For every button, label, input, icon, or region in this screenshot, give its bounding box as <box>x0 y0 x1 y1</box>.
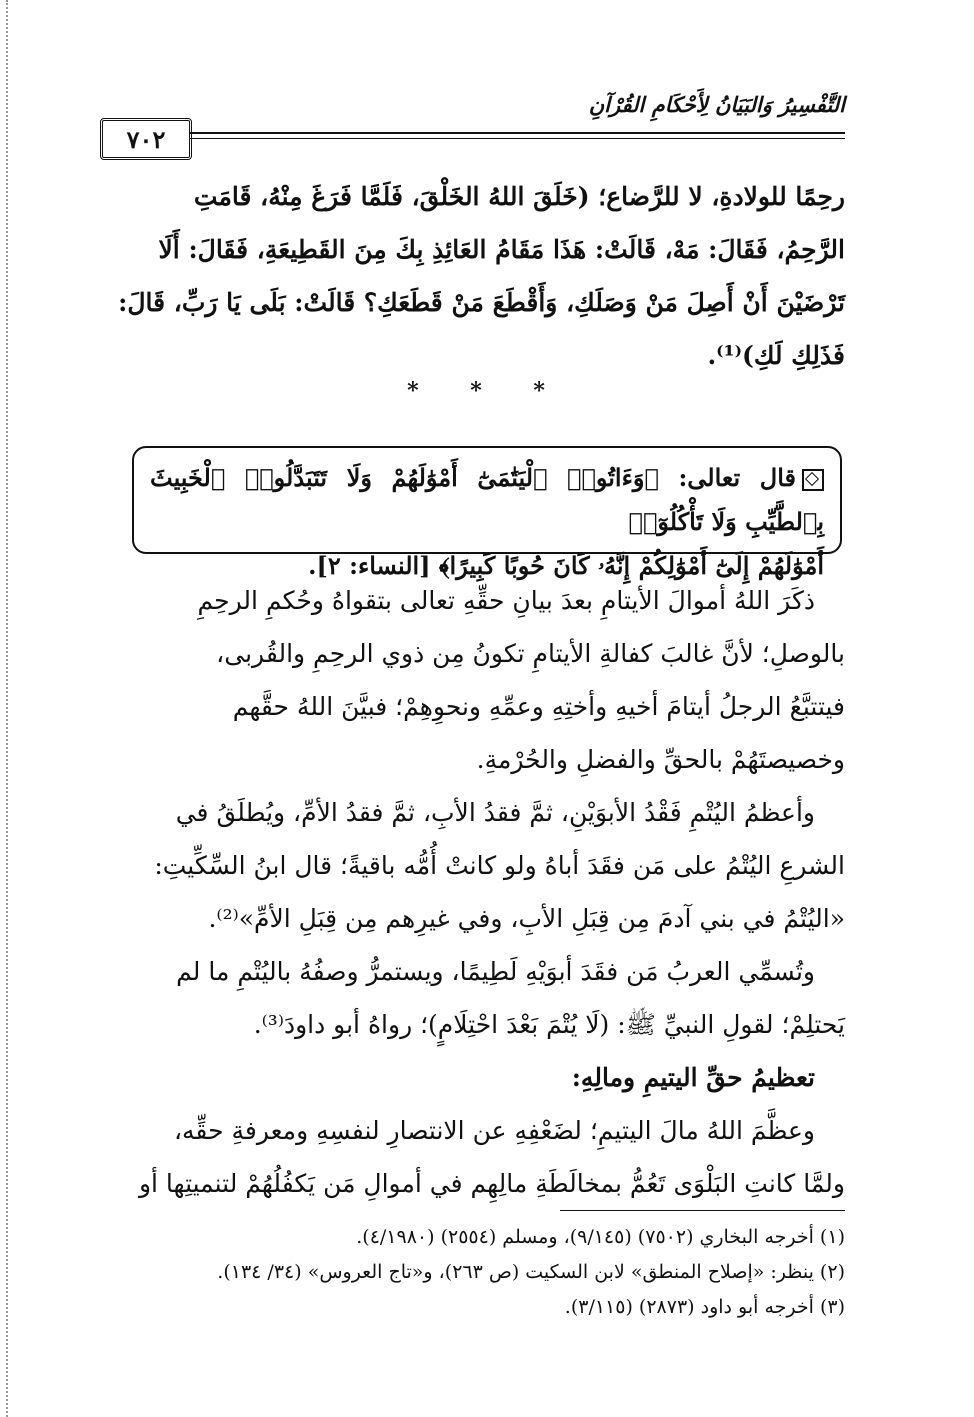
verse-line-2: أَمْوَٰلَهُمْ إِلَىٰٓ أَمْوَٰلِكُمْ إِنَّهُۥ كَانَ حُوبًا كَبِيرًا﴾ [النساء: ٢]. <box>308 551 824 580</box>
body-text <box>100 574 845 1210</box>
text-line: «اليُتْمُ في بني آدمَ مِن قِبَلِ الأبِ، وفي غيرِهم مِن قِبَلِ الأمِّ»⁽²⁾. <box>208 904 845 933</box>
text-line: وأعظمُ اليُتْمِ فَقْدُ الأبوَيْنِ، ثمَّ فقدُ الأبِ، ثمَّ فقدُ الأمِّ، ويُطلَقُ في <box>175 798 815 827</box>
text-line: وخصيصتَهُمْ بالحقِّ والفضلِ والحُرْمةِ. <box>476 745 845 774</box>
text-line: ولمَّا كانتِ البَلْوَى تَعُمُّ بمخالَطَةِ مالِهِم في أموالِ مَن يَكفُلُهُمْ لتنميتِها أو <box>138 1169 845 1198</box>
text-line: ذكَرَ اللهُ أموالَ الأيتامِ بعدَ بيانِ حقِّهِ تعالى بتقواهُ وحُكمِ الرحِمِ <box>197 586 815 615</box>
running-title: التَّفْسِيرُ وَالبَيَانُ لِأَحْكَامِ القُرْآنِ <box>588 92 845 117</box>
text-line: الرَّحِمُ، فَقَالَ: مَهْ، قَالَتْ: هَذَا مَقَامُ العَائِذِ بِكَ مِنَ القَطِيعَةِ، فَقَالَ: أَلَا <box>158 235 845 264</box>
paragraph <box>100 1104 845 1210</box>
hadith-end <box>100 170 845 382</box>
footnote: (١) أخرجه البخاري (٧٥٠٢) (٩/١٤٥)، ومسلم (٢٥٥٤) (٤/١٩٨٠). <box>356 1226 845 1248</box>
paragraph <box>100 786 845 945</box>
text-line: تَرْضَيْنَ أَنْ أَصِلَ مَنْ وَصَلَكِ، وَأَقْطَعَ مَنْ قَطَعَكِ؟ قَالَتْ: بَلَى يَا رَبِّ، قَالَ: <box>118 288 845 317</box>
header-rule <box>190 132 845 134</box>
text-line: الشرعِ اليُتْمُ على مَن فقَدَ أباهُ ولو كانتْ أُمُّه باقيةً؛ قال ابنُ السِّكِّيتِ: <box>154 851 845 880</box>
section-separator: * * * <box>407 378 567 404</box>
text-line: فيتتبَّعُ الرجلُ أيتامَ أخيهِ وأختِهِ وعمِّهِ ونحوِهِمْ؛ فبيَّنَ اللهُ حقَّهم <box>232 692 845 721</box>
text-line: بالوصلِ؛ لأنَّ غالبَ كفالةِ الأيتامِ تكونُ مِن ذوي الرحِمِ والقُربى، <box>216 639 845 668</box>
footnotes <box>100 1220 845 1325</box>
paragraph <box>100 945 845 1051</box>
text-line: رحِمًا للولادةِ، لا للرَّضاع؛ (خَلَقَ اللهُ الخَلْقَ، فَلَمَّا فَرَغَ مِنْهُ، قَامَتِ <box>193 182 845 211</box>
paragraph <box>100 574 845 786</box>
footnote-rule <box>560 1210 845 1211</box>
verse-box <box>132 446 842 580</box>
scan-edge <box>0 0 8 1417</box>
text-line: وتُسمِّي العربُ مَن فقَدَ أبوَيْهِ لَطِيمًا، ويستمرُّ وصفُهُ باليُتْمِ ما لم <box>176 957 815 986</box>
text-line: فَذَلِكِ لَكِ)⁽¹⁾. <box>707 341 845 370</box>
verse-line-1 <box>150 456 824 544</box>
page-header <box>100 88 845 158</box>
text-line: وعظَّمَ اللهُ مالَ اليتيمِ؛ لضَعْفِهِ عن الانتصارِ لنفسِهِ ومعرفةِ حقِّه، <box>173 1116 815 1145</box>
page-number: ٧٠٢ <box>100 118 192 160</box>
footnote: (٣) أخرجه أبو داود (٢٨٧٣) (٣/١١٥). <box>564 1296 845 1318</box>
header-rule-thin <box>190 138 845 139</box>
footnote: (٢) ينظر: «إصلاح المنطق» لابن السكيت (ص ٢٦٣)، و«تاج العروس» (٣٤/ ١٣٤). <box>217 1261 845 1283</box>
verse-text: قال تعالى: ﴿وَءَاتُوا۟ ٱلْيَتَٰمَىٰٓ أَمْوَٰلَهُمْ وَلَا تَتَبَدَّلُوا۟ ٱلْخَبِيثَ بِٱلطَّيِّبِ وَلَا تَأْكُلُوٓا۟ <box>150 463 824 536</box>
ornament-icon <box>802 469 824 491</box>
text-line: يَحتلِمْ؛ لقولِ النبيِّ ﷺ: (لَا يُتْمَ بَعْدَ احْتِلَامٍ)؛ رواهُ أبو داودَ⁽³⁾. <box>253 1010 845 1039</box>
subheading: تعظيمُ حقِّ اليتيمِ ومالِهِ: <box>571 1063 815 1092</box>
